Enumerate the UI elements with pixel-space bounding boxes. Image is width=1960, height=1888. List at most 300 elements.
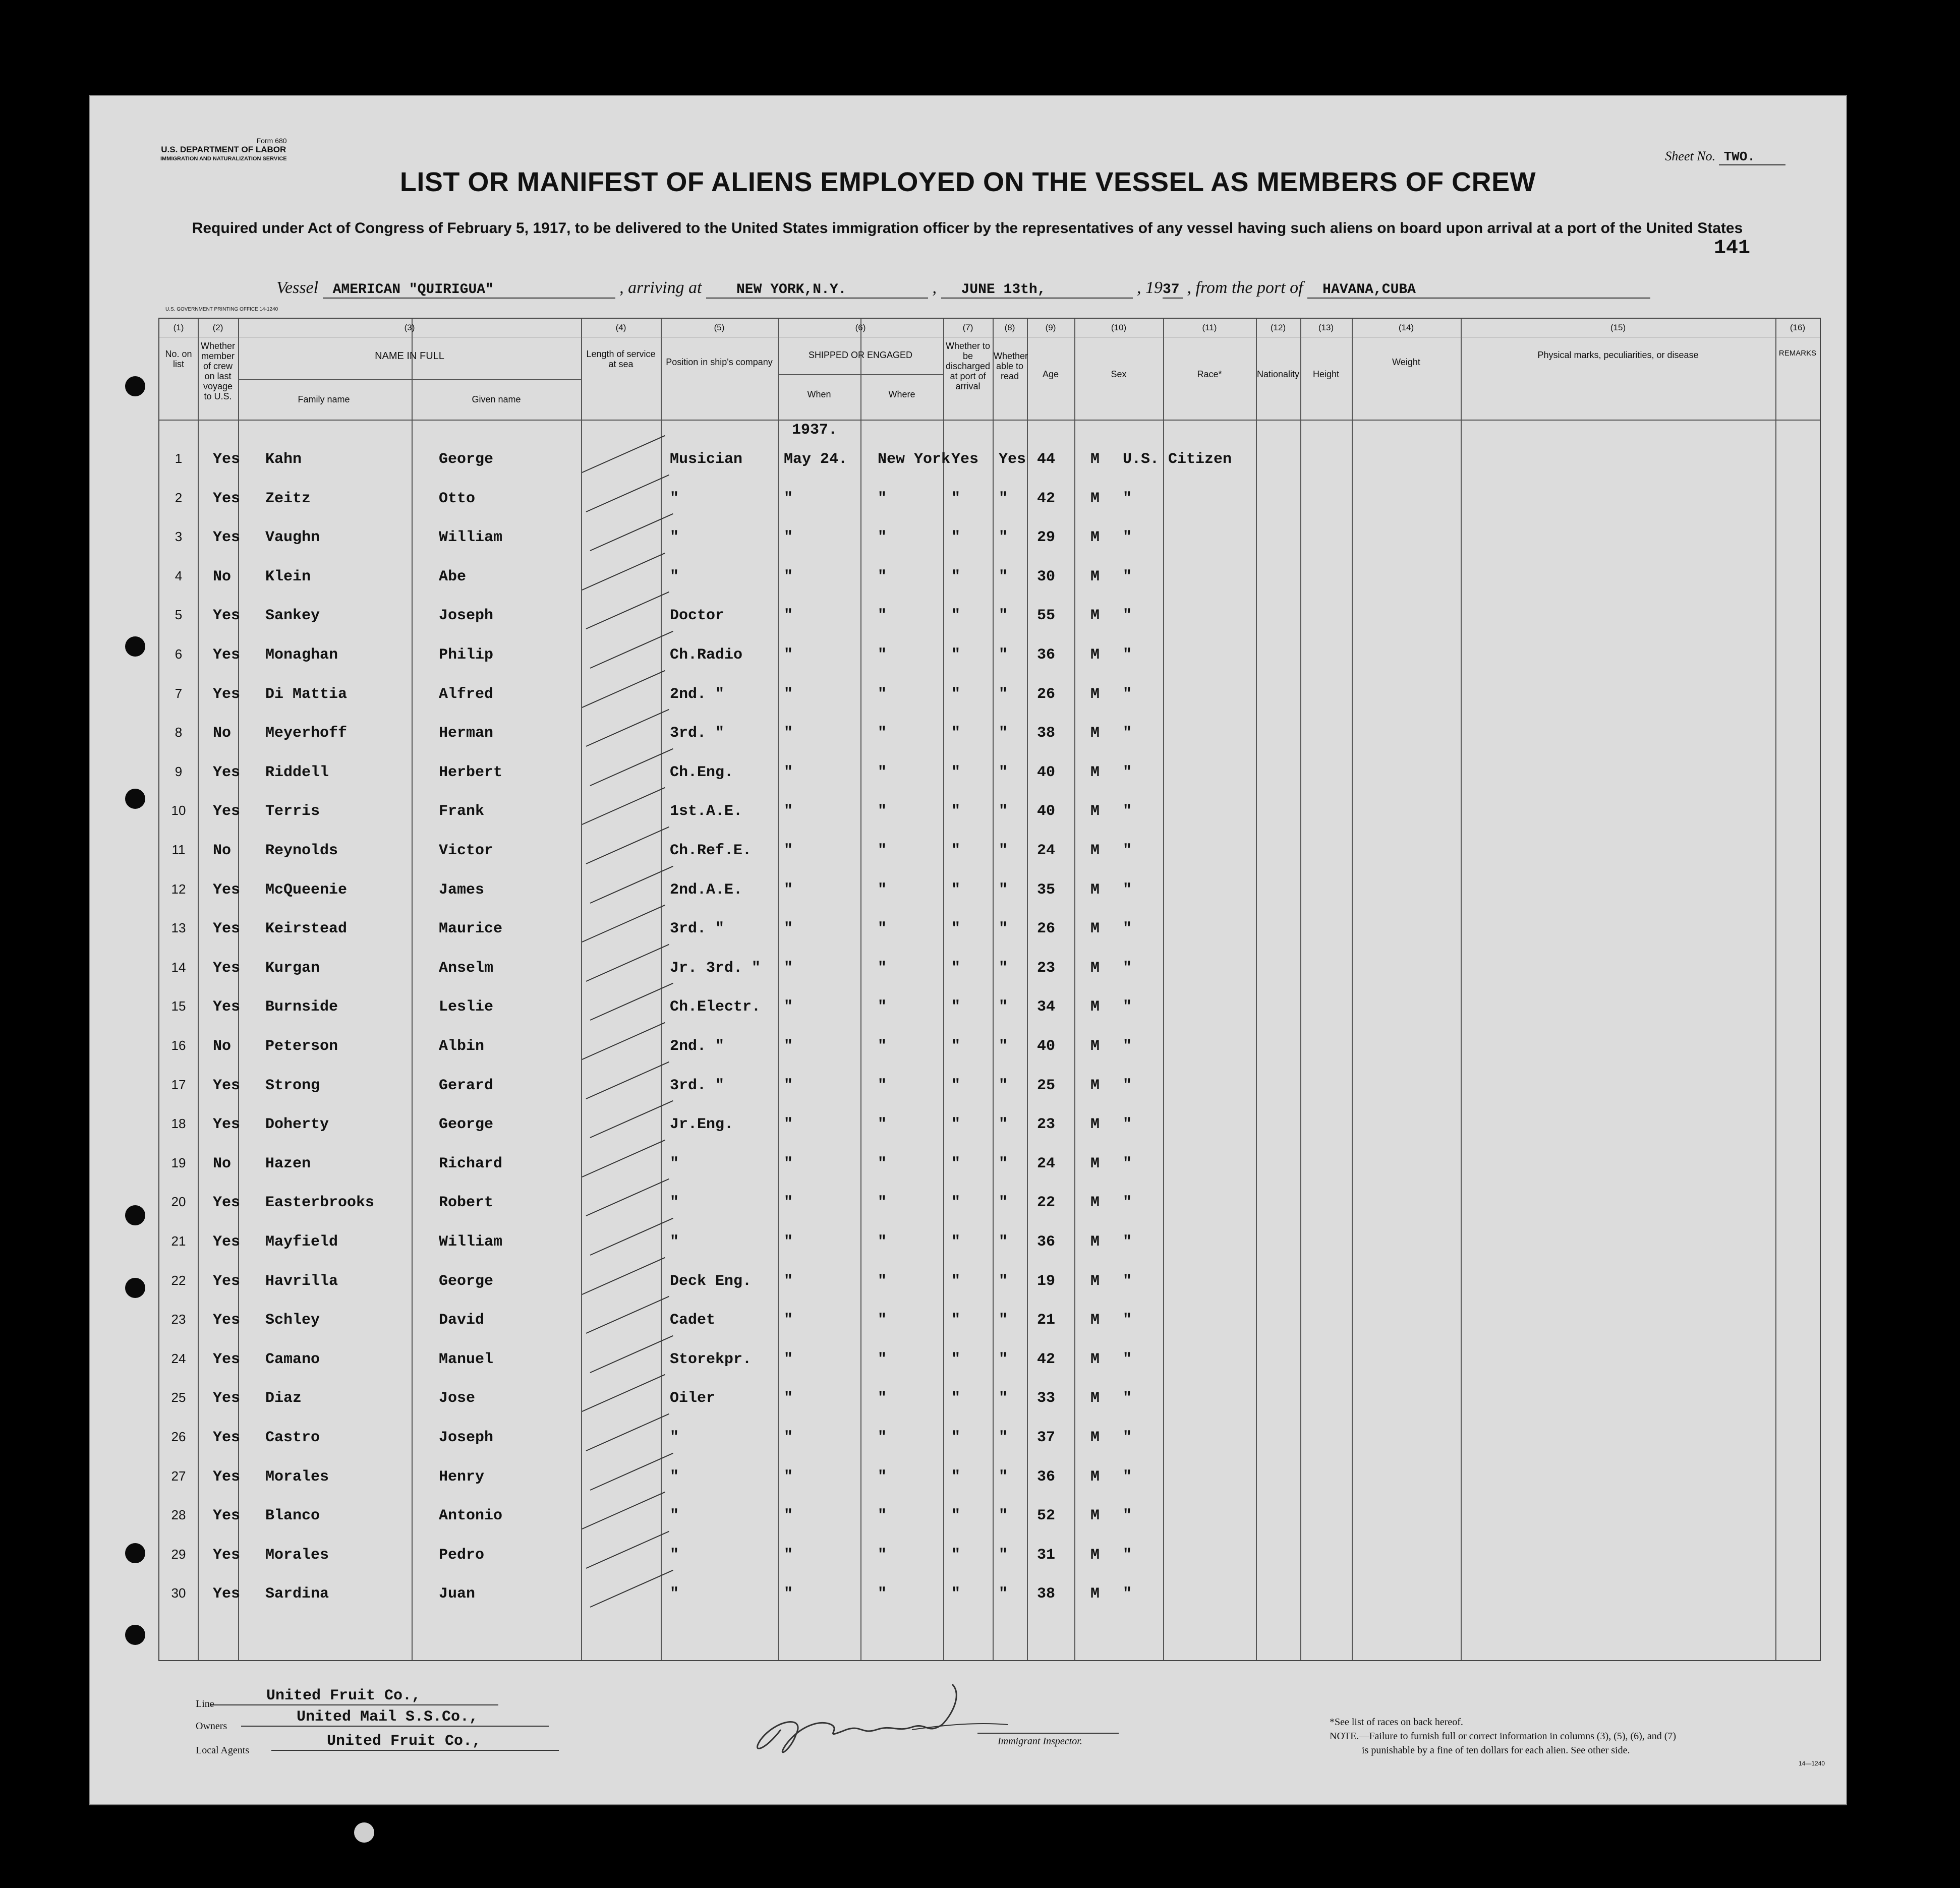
races-note: *See list of races on back hereof. [1330, 1717, 1463, 1728]
page-number: 141 [1713, 237, 1750, 260]
owners-label: Owners [196, 1721, 227, 1732]
row-disch: " [951, 959, 961, 977]
row-read: " [999, 803, 1008, 820]
row-pos: " [670, 1194, 679, 1212]
row-when: " [784, 1585, 793, 1603]
row-disch: " [951, 490, 961, 507]
family-name-header: Family name [298, 394, 350, 404]
row-last: Yes [213, 1350, 241, 1368]
row-read: " [999, 1038, 1008, 1055]
row-no: 21 [171, 1233, 186, 1249]
row-where: " [878, 920, 887, 938]
given-name-header: Given name [472, 394, 521, 404]
row-last: Yes [213, 607, 241, 625]
col11-num: (11) [1202, 323, 1217, 332]
row-family: Strong [265, 1077, 320, 1094]
col10-header: Sex [1111, 369, 1127, 379]
row-no: 13 [171, 920, 186, 936]
row-family: Di Mattia [265, 685, 348, 703]
binder-hole [125, 1205, 145, 1225]
row-read: " [999, 998, 1008, 1016]
row-disch: " [951, 1233, 961, 1251]
col2-header: Whether member of crew on last voyage to U.S. [200, 341, 236, 401]
row-age: 55 [1037, 607, 1056, 625]
row-where: New York [878, 451, 951, 468]
row-disch: " [951, 529, 961, 547]
row-race: " [1123, 1272, 1132, 1290]
service-mark [586, 1061, 669, 1099]
row-read: " [999, 1194, 1008, 1212]
row-pos: 2nd. " [670, 685, 725, 703]
row-when: " [784, 685, 793, 703]
row-race: " [1123, 685, 1132, 703]
row-family: Meyerhoff [265, 725, 348, 742]
row-family: Burnside [265, 998, 338, 1016]
row-family: Reynolds [265, 842, 338, 859]
row-no: 11 [171, 842, 186, 857]
row-disch: " [951, 803, 961, 820]
row-age: 30 [1037, 568, 1056, 585]
row-age: 24 [1037, 1155, 1056, 1172]
row-read: " [999, 685, 1008, 703]
row-last: Yes [213, 763, 241, 781]
row-disch: " [951, 842, 961, 859]
form-number: Form 680 [256, 137, 287, 145]
row-age: 23 [1037, 959, 1056, 977]
arrival-port: NEW YORK,N.Y. [706, 282, 928, 299]
row-given: Herman [439, 725, 494, 742]
row-when: " [784, 1468, 793, 1486]
row-last: Yes [213, 1546, 241, 1564]
col2-num: (2) [212, 323, 223, 332]
row-last: Yes [213, 1585, 241, 1603]
row-no: 29 [171, 1546, 186, 1562]
row-where: " [878, 685, 887, 703]
row-disch: " [951, 1155, 961, 1172]
row-disch: " [951, 1312, 961, 1329]
row-read: " [999, 1468, 1008, 1486]
line-value: United Fruit Co., [211, 1687, 498, 1705]
row-sex: M [1090, 1194, 1100, 1212]
col14-num: (14) [1398, 323, 1414, 332]
row-no: 12 [171, 881, 186, 897]
row-race: " [1123, 1233, 1132, 1251]
col5-num: (5) [714, 323, 725, 332]
row-when: " [784, 842, 793, 859]
row-sex: M [1090, 1116, 1100, 1134]
service-mark [586, 592, 669, 629]
row-race: " [1123, 1077, 1132, 1094]
row-disch: " [951, 1507, 961, 1525]
page-subtitle: Required under Act of Congress of February 5, 1917, to be delivered to the United States immigration officer by the representatives of any vessel having such aliens on board upon arrival at a port of the United States [192, 220, 1743, 237]
inspector-signature [745, 1674, 1099, 1765]
row-age: 37 [1037, 1429, 1056, 1446]
row-disch: " [951, 685, 961, 703]
row-age: 26 [1037, 685, 1056, 703]
row-where: " [878, 1233, 887, 1251]
year-note: 1937. [792, 422, 838, 439]
row-last: No [213, 1155, 232, 1172]
row-age: 40 [1037, 763, 1056, 781]
row-when: " [784, 1038, 793, 1055]
binder-hole [125, 1625, 145, 1645]
row-no: 4 [175, 568, 183, 583]
row-disch: " [951, 1194, 961, 1212]
row-age: 42 [1037, 1350, 1056, 1368]
row-read: " [999, 881, 1008, 899]
row-when: " [784, 607, 793, 625]
row-last: No [213, 568, 232, 585]
row-age: 23 [1037, 1116, 1056, 1134]
row-where: " [878, 646, 887, 664]
row-no: 1 [175, 451, 183, 466]
row-race: " [1123, 1390, 1132, 1407]
row-when: " [784, 1116, 793, 1134]
row-age: 35 [1037, 881, 1056, 899]
row-sex: M [1090, 920, 1100, 938]
row-pos: Storekpr. [670, 1350, 752, 1368]
row-read: " [999, 920, 1008, 938]
row-no: 9 [175, 763, 183, 779]
col12-header: Nationality [1256, 369, 1300, 379]
row-pos: Oiler [670, 1390, 716, 1407]
row-disch: " [951, 646, 961, 664]
row-given: Leslie [439, 998, 494, 1016]
service-mark [586, 827, 669, 864]
from-label: , from the port of [1187, 278, 1303, 297]
row-last: Yes [213, 1116, 241, 1134]
row-disch: " [951, 1468, 961, 1486]
row-given: William [439, 1233, 503, 1251]
service-mark [582, 435, 665, 473]
row-given: Robert [439, 1194, 494, 1212]
row-given: Pedro [439, 1546, 485, 1564]
row-no: 27 [171, 1468, 186, 1484]
row-sex: M [1090, 646, 1100, 664]
col9-num: (9) [1045, 323, 1056, 332]
row-no: 14 [171, 959, 186, 975]
service-mark [582, 670, 665, 707]
row-age: 38 [1037, 725, 1056, 742]
row-age: 31 [1037, 1546, 1056, 1564]
printer-note: U.S. GOVERNMENT PRINTING OFFICE 14-1240 [165, 307, 278, 312]
row-where: " [878, 803, 887, 820]
row-age: 24 [1037, 842, 1056, 859]
row-family: Kurgan [265, 959, 320, 977]
row-disch: " [951, 1585, 961, 1603]
row-given: George [439, 451, 494, 468]
row-last: Yes [213, 1429, 241, 1446]
row-disch: " [951, 1350, 961, 1368]
row-where: " [878, 529, 887, 547]
row-race: U.S. Citizen [1123, 451, 1232, 468]
row-sex: M [1090, 1468, 1100, 1486]
sheet-value: TWO. [1719, 149, 1785, 165]
row-no: 18 [171, 1116, 186, 1132]
when-header: When [807, 389, 831, 399]
row-no: 16 [171, 1038, 186, 1053]
row-given: Gerard [439, 1077, 494, 1094]
row-when: " [784, 803, 793, 820]
row-race: " [1123, 607, 1132, 625]
row-no: 15 [171, 998, 186, 1014]
row-given: Anselm [439, 959, 494, 977]
row-last: Yes [213, 451, 241, 468]
row-pos: Jr. 3rd. " [670, 959, 761, 977]
row-read: " [999, 568, 1008, 585]
row-read: " [999, 1233, 1008, 1251]
row-where: " [878, 490, 887, 507]
departure-port: HAVANA,CUBA [1307, 282, 1650, 299]
binder-hole [125, 376, 145, 396]
row-given: Antonio [439, 1507, 503, 1525]
row-where: " [878, 1546, 887, 1564]
row-given: Herbert [439, 763, 503, 781]
row-read: " [999, 1116, 1008, 1134]
year-prefix: , 19 [1137, 278, 1163, 297]
row-disch: " [951, 763, 961, 781]
col7-header: Whether to be discharged at port of arrival [945, 341, 991, 391]
row-no: 25 [171, 1390, 186, 1405]
row-last: Yes [213, 1194, 241, 1212]
row-sex: M [1090, 725, 1100, 742]
row-race: " [1123, 881, 1132, 899]
service-mark [586, 1413, 669, 1451]
row-sex: M [1090, 998, 1100, 1016]
row-no: 7 [175, 685, 183, 701]
row-pos: Deck Eng. [670, 1272, 752, 1290]
row-pos: Jr.Eng. [670, 1116, 734, 1134]
row-given: Otto [439, 490, 476, 507]
row-disch: " [951, 1038, 961, 1055]
arrival-date: JUNE 13th, [941, 282, 1133, 299]
vessel-name: AMERICAN "QUIRIGUA" [323, 282, 615, 299]
row-pos: 2nd. " [670, 1038, 725, 1055]
row-family: Schley [265, 1312, 320, 1329]
row-pos: 2nd.A.E. [670, 881, 743, 899]
row-age: 42 [1037, 490, 1056, 507]
row-family: Kahn [265, 451, 302, 468]
col10-num: (10) [1111, 323, 1127, 332]
row-sex: M [1090, 1155, 1100, 1172]
row-where: " [878, 1038, 887, 1055]
row-pos: 3rd. " [670, 1077, 725, 1094]
row-family: Easterbrooks [265, 1194, 375, 1212]
row-pos: Ch.Eng. [670, 763, 734, 781]
row-no: 10 [171, 803, 186, 818]
row-family: Diaz [265, 1390, 302, 1407]
row-no: 5 [175, 607, 183, 623]
row-disch: " [951, 881, 961, 899]
row-pos: " [670, 568, 679, 585]
row-pos: " [670, 1233, 679, 1251]
row-sex: M [1090, 1350, 1100, 1368]
row-age: 22 [1037, 1194, 1056, 1212]
row-family: Blanco [265, 1507, 320, 1525]
row-where: " [878, 1194, 887, 1212]
row-given: Philip [439, 646, 494, 664]
row-age: 52 [1037, 1507, 1056, 1525]
row-read: " [999, 1585, 1008, 1603]
row-read: " [999, 959, 1008, 977]
row-age: 44 [1037, 451, 1056, 468]
row-family: Vaughn [265, 529, 320, 547]
row-given: Jose [439, 1390, 476, 1407]
row-disch: " [951, 1390, 961, 1407]
form-code: 14—1240 [1799, 1760, 1825, 1767]
row-age: 25 [1037, 1077, 1056, 1094]
row-when: " [784, 1546, 793, 1564]
row-read: " [999, 1350, 1008, 1368]
row-pos: Ch.Radio [670, 646, 743, 664]
row-when: " [784, 1390, 793, 1407]
row-pos: " [670, 529, 679, 547]
row-read: " [999, 1077, 1008, 1094]
row-age: 29 [1037, 529, 1056, 547]
service-mark [582, 1374, 665, 1412]
row-given: Henry [439, 1468, 485, 1486]
row-sex: M [1090, 881, 1100, 899]
row-no: 22 [171, 1272, 186, 1288]
row-where: " [878, 842, 887, 859]
department-name: U.S. DEPARTMENT OF LABOR [161, 145, 286, 154]
row-where: " [878, 1116, 887, 1134]
row-where: " [878, 607, 887, 625]
row-race: " [1123, 725, 1132, 742]
row-pos: " [670, 1546, 679, 1564]
row-sex: M [1090, 1429, 1100, 1446]
row-read: " [999, 1507, 1008, 1525]
row-when: " [784, 881, 793, 899]
row-sex: M [1090, 529, 1100, 547]
row-pos: 1st.A.E. [670, 803, 743, 820]
form-header [160, 136, 287, 163]
row-pos: Doctor [670, 607, 725, 625]
col6-num: (6) [855, 323, 866, 332]
penalty-note-cont: is punishable by a fine of ten dollars for each alien. See other side. [1362, 1745, 1630, 1756]
col16-header: REMARKS [1778, 349, 1817, 358]
row-when: " [784, 1233, 793, 1251]
col16-num: (16) [1790, 323, 1806, 332]
row-pos: " [670, 1155, 679, 1172]
row-where: " [878, 881, 887, 899]
service-mark [586, 1531, 669, 1569]
row-read: " [999, 646, 1008, 664]
col3-num: (3) [404, 323, 415, 332]
binder-hole [125, 1278, 145, 1298]
row-family: Monaghan [265, 646, 338, 664]
row-given: George [439, 1116, 494, 1134]
row-pos: " [670, 490, 679, 507]
row-where: " [878, 959, 887, 977]
row-when: " [784, 646, 793, 664]
row-where: " [878, 1429, 887, 1446]
row-sex: M [1090, 1585, 1100, 1603]
row-read: " [999, 1312, 1008, 1329]
row-when: " [784, 1194, 793, 1212]
row-last: Yes [213, 998, 241, 1016]
service-mark [582, 1257, 665, 1294]
row-last: Yes [213, 1390, 241, 1407]
row-last: Yes [213, 1468, 241, 1486]
row-no: 30 [171, 1585, 186, 1601]
row-sex: M [1090, 1233, 1100, 1251]
row-where: " [878, 763, 887, 781]
vessel-label: Vessel [276, 278, 319, 297]
row-disch: " [951, 920, 961, 938]
col4-num: (4) [615, 323, 626, 332]
row-age: 40 [1037, 803, 1056, 820]
row-sex: M [1090, 959, 1100, 977]
row-disch: " [951, 1429, 961, 1446]
row-last: Yes [213, 881, 241, 899]
row-pos: " [670, 1507, 679, 1525]
service-mark [586, 1178, 669, 1216]
owners-value: United Mail S.S.Co., [241, 1708, 549, 1727]
row-when: " [784, 529, 793, 547]
row-when: " [784, 1429, 793, 1446]
row-when: " [784, 1155, 793, 1172]
row-read: " [999, 763, 1008, 781]
row-where: " [878, 568, 887, 585]
row-pos: 3rd. " [670, 920, 725, 938]
row-where: " [878, 725, 887, 742]
row-where: " [878, 998, 887, 1016]
row-sex: M [1090, 1546, 1100, 1564]
row-sex: M [1090, 1038, 1100, 1055]
row-disch: " [951, 1272, 961, 1290]
row-when: " [784, 763, 793, 781]
row-given: Alfred [439, 685, 494, 703]
row-given: Richard [439, 1155, 503, 1172]
binder-hole [125, 789, 145, 809]
service-mark [582, 553, 665, 591]
row-family: Zeitz [265, 490, 311, 507]
row-read: " [999, 842, 1008, 859]
row-disch: " [951, 1546, 961, 1564]
service-name: IMMIGRATION AND NATURALIZATION SERVICE [160, 156, 287, 162]
row-pos: Ch.Ref.E. [670, 842, 752, 859]
row-disch: " [951, 568, 961, 585]
row-sex: M [1090, 803, 1100, 820]
row-pos: " [670, 1585, 679, 1603]
page-title: LIST OR MANIFEST OF ALIENS EMPLOYED ON THE VESSEL AS MEMBERS OF CREW [399, 167, 1536, 197]
row-read: " [999, 1155, 1008, 1172]
where-header: Where [888, 389, 915, 399]
inspector-label: Immigrant Inspector. [998, 1736, 1082, 1747]
service-mark [582, 1022, 665, 1060]
row-family: Castro [265, 1429, 320, 1446]
vessel-line: Vessel AMERICAN "QUIRIGUA" , arriving at NEW YORK,N.Y. , JUNE 13th, , 1937 , from the port of HAVANA,CUBA [276, 278, 1650, 299]
row-last: No [213, 1038, 232, 1055]
row-when: " [784, 568, 793, 585]
col7-num: (7) [962, 323, 973, 332]
row-given: Joseph [439, 607, 494, 625]
row-given: Maurice [439, 920, 503, 938]
row-given: George [439, 1272, 494, 1290]
row-given: William [439, 529, 503, 547]
row-no: 3 [175, 529, 183, 545]
row-last: Yes [213, 1507, 241, 1525]
row-family: Morales [265, 1546, 329, 1564]
row-where: " [878, 1585, 887, 1603]
row-family: Sardina [265, 1585, 329, 1603]
row-no: 2 [175, 490, 183, 505]
row-last: Yes [213, 685, 241, 703]
row-disch: Yes [951, 451, 979, 468]
row-where: " [878, 1507, 887, 1525]
row-family: Sankey [265, 607, 320, 625]
